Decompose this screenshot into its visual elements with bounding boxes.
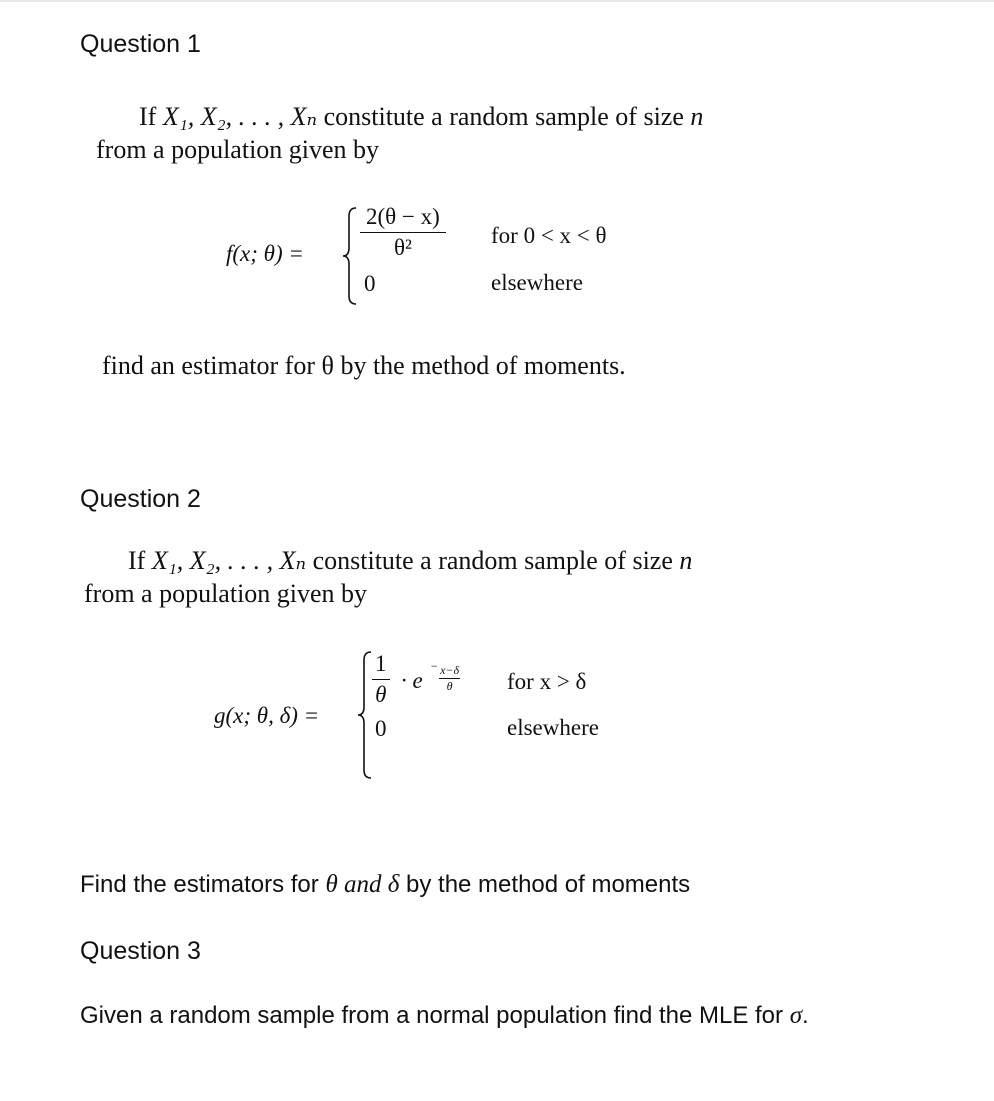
q2-case1-condition: for x > δ (507, 669, 587, 694)
q1-f-lhs: f(x; θ) = (226, 241, 304, 266)
question-2-heading: Question 2 (80, 485, 201, 513)
q1-case1-fraction (360, 204, 446, 261)
question-3-heading: Question 3 (80, 937, 201, 965)
q3-text (80, 1002, 809, 1030)
q2-exp-numerator: x−δ (440, 663, 460, 677)
page-top-border (0, 0, 994, 2)
q2-intro-n: n (679, 546, 693, 575)
q2-task (80, 871, 690, 899)
q2-intro-vars: X₁, X₂, . . . , Xₙ (151, 546, 307, 575)
q1-intro-line1 (139, 102, 703, 132)
q2-task-text: Find the estimators for (80, 871, 326, 898)
q1-case1-denominator: θ² (393, 235, 412, 260)
q3-period: . (802, 1002, 809, 1029)
q1-left-brace-icon (341, 206, 359, 306)
q1-case2-value: 0 (364, 271, 376, 296)
q1-intro-line2: from a population given by (96, 135, 380, 164)
q2-case1-fraction (372, 651, 390, 708)
q1-task: find an estimator for θ by the method of moments. (102, 351, 626, 380)
q2-case2-value: 0 (375, 716, 387, 741)
q3-text-body: Given a random sample from a normal population find the MLE for (80, 1002, 790, 1029)
q2-intro-line1 (128, 546, 692, 576)
q1-case2-condition: elsewhere (491, 270, 583, 295)
q2-task-text-end: by the method of moments (399, 871, 691, 898)
q2-task-math: θ and δ (325, 871, 400, 898)
q1-intro-text: constitute a random sample of size (317, 102, 691, 131)
q2-case1-denominator: θ (375, 682, 387, 707)
q1-case1-numerator: 2(θ − x) (360, 204, 446, 233)
q2-g-lhs: g(x; θ, δ) = (214, 703, 320, 728)
q2-intro-if: If (128, 546, 152, 575)
q1-intro-n: n (690, 102, 704, 131)
q1-case1-condition: for 0 < x < θ (491, 223, 607, 248)
q2-case2-condition: elsewhere (507, 715, 599, 740)
q1-intro-if: If (139, 102, 163, 131)
q2-exp-denominator: θ (446, 679, 453, 693)
q2-case1-exponent: − $\frac{x-\delta}{\theta}$ (430, 659, 460, 693)
q2-case1-numerator: 1 (372, 651, 390, 680)
question-1-heading: Question 1 (80, 30, 201, 58)
q2-intro-text: constitute a random sample of size (306, 546, 680, 575)
q3-sigma: σ (789, 1002, 803, 1029)
q2-intro-line2: from a population given by (84, 579, 368, 608)
q2-case1-exp-base: · e (401, 668, 423, 693)
q1-intro-vars: X₁, X₂, . . . , Xₙ (162, 102, 318, 131)
